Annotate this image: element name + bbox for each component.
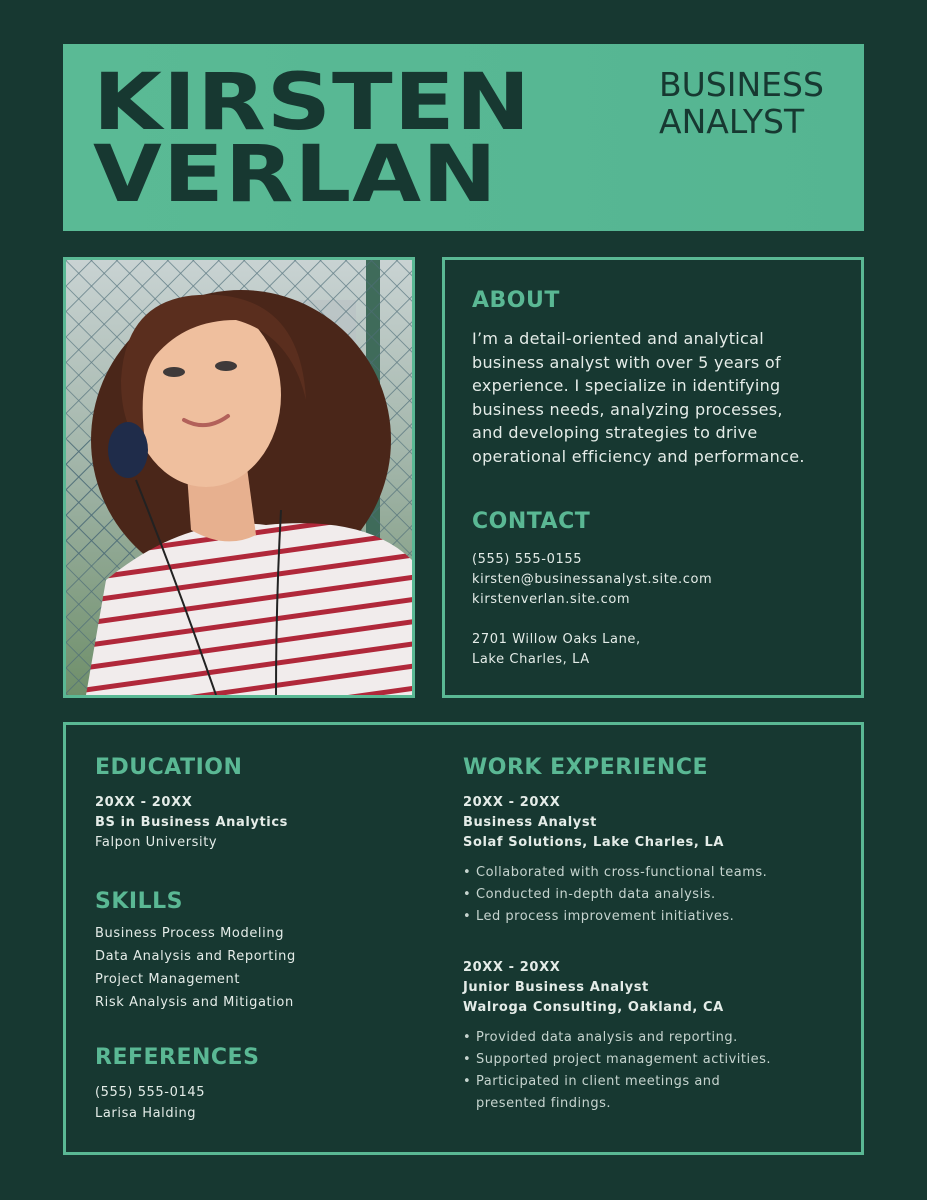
job-role: Business Analyst — [463, 815, 598, 830]
skills-list — [95, 922, 296, 1014]
education-heading: EDUCATION — [95, 755, 243, 780]
about-contact-panel — [442, 257, 864, 698]
contact-phone: (555) 555-0155 — [472, 552, 583, 567]
profile-photo — [63, 257, 415, 698]
job-bullet: • Conducted in-depth data analysis. — [463, 884, 767, 906]
job-dates: 20XX - 20XX — [463, 795, 561, 810]
header-banner — [63, 44, 864, 231]
details-panel — [63, 722, 864, 1155]
job-role: Junior Business Analyst — [463, 980, 649, 995]
about-line: business needs, analyzing processes, — [472, 399, 783, 419]
last-name: VERLAN — [93, 130, 498, 220]
about-line: I’m a detail-oriented and analytical — [472, 329, 764, 348]
contact-email[interactable]: kirsten@businessanalyst.site.com — [472, 572, 713, 587]
first-name: KIRSTEN — [93, 58, 532, 148]
job-bullet: • Led process improvement initiatives. — [463, 906, 767, 928]
reference-name: Larisa Halding — [95, 1106, 197, 1121]
education-degree: BS in Business Analytics — [95, 815, 288, 830]
skill-item: Data Analysis and Reporting — [95, 949, 296, 964]
job-title-line: BUSINESS — [659, 65, 824, 104]
contact-heading: CONTACT — [472, 509, 591, 534]
about-line: business analyst with over 5 years of — [472, 352, 781, 372]
education-dates: 20XX - 20XX — [95, 795, 193, 810]
job-header — [463, 793, 724, 853]
about-line: experience. I specialize in identifying — [472, 376, 781, 395]
job-bullet: • Supported project management activities. — [463, 1049, 771, 1071]
job-company: Solaf Solutions, Lake Charles, LA — [463, 835, 725, 850]
contact-website[interactable]: kirstenverlan.site.com — [472, 592, 631, 607]
job-header — [463, 958, 724, 1018]
skills-heading: SKILLS — [95, 889, 183, 914]
contact-details — [472, 550, 712, 670]
job-bullet-continuation: presented findings. — [476, 1096, 611, 1111]
skill-item: Risk Analysis and Mitigation — [95, 995, 294, 1010]
about-heading: ABOUT — [472, 288, 560, 313]
about-line: operational efficiency and performance. — [472, 446, 805, 466]
job-bullet: • Collaborated with cross-functional teams. — [463, 862, 767, 884]
education-entry — [95, 793, 288, 853]
contact-address-line: 2701 Willow Oaks Lane, — [472, 632, 641, 647]
references-heading: REFERENCES — [95, 1045, 260, 1070]
references-entry — [95, 1082, 205, 1124]
job-bullets — [463, 862, 767, 928]
job-company: Walroga Consulting, Oakland, CA — [463, 1000, 724, 1015]
skill-item: Business Process Modeling — [95, 926, 285, 941]
profile-photo-image — [66, 260, 412, 695]
work-heading: WORK EXPERIENCE — [463, 755, 708, 780]
about-line: and developing strategies to drive — [472, 423, 758, 442]
job-dates: 20XX - 20XX — [463, 960, 561, 975]
job-bullet: • Participated in client meetings and — [463, 1071, 771, 1093]
job-title — [659, 66, 824, 140]
job-bullet: • Provided data analysis and reporting. — [463, 1027, 771, 1049]
job-bullets — [463, 1027, 771, 1115]
education-school: Falpon University — [95, 835, 218, 850]
skill-item: Project Management — [95, 972, 241, 987]
job-title-line: ANALYST — [659, 102, 805, 141]
contact-address-line: Lake Charles, LA — [472, 652, 590, 667]
reference-phone: (555) 555-0145 — [95, 1085, 206, 1100]
about-text — [472, 327, 805, 468]
